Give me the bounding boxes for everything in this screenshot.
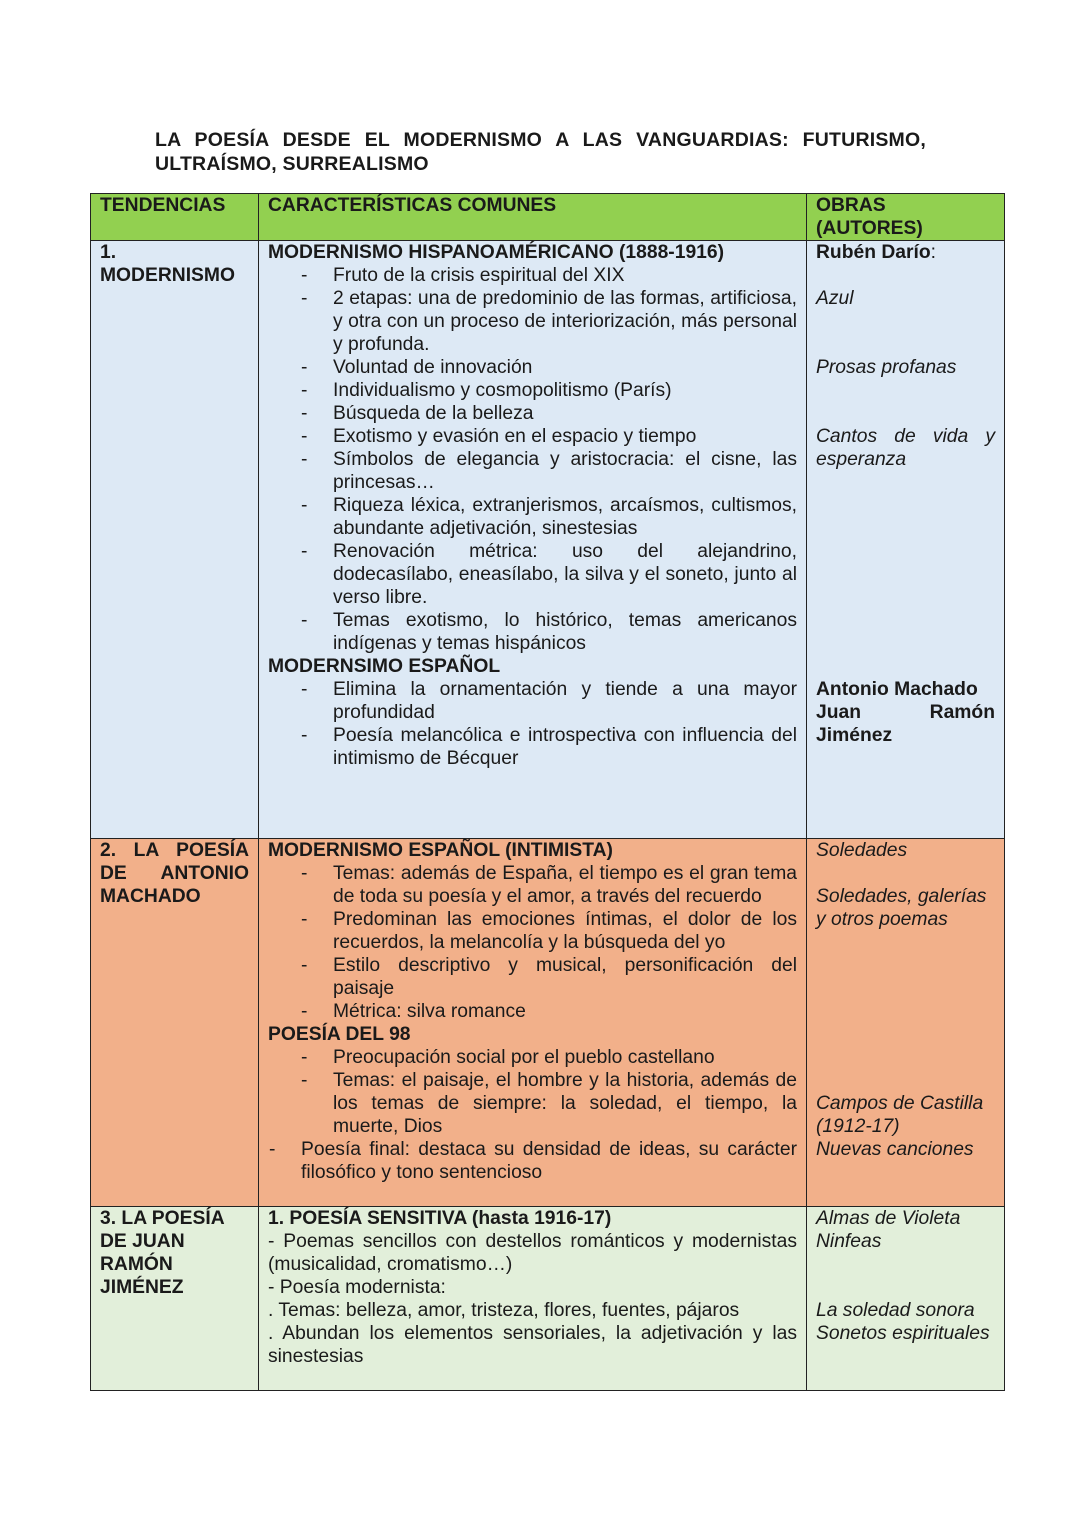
list-item: - Búsqueda de la belleza [333, 402, 797, 425]
section-heading: 1. POESÍA SENSITIVA (hasta 1916-17) [268, 1208, 612, 1229]
obras-cell [807, 839, 1005, 1207]
caracteristicas-cell [259, 1207, 807, 1391]
header-caracteristicas: CARACTERÍSTICAS COMUNES [259, 194, 807, 241]
author-name-part: Ramón [929, 702, 995, 723]
table-header-row [91, 194, 1005, 241]
work-title: Soledades, galerías y otros poemas [816, 886, 987, 930]
list-item: - Temas: además de España, el tiempo es el gran tema de toda su poesía y el amor, a través del recuerdo [333, 862, 797, 908]
caracteristicas-cell [259, 241, 807, 839]
list-item: - Símbolos de elegancia y aristocracia: el cisne, las princesas… [333, 448, 797, 494]
author-line [816, 241, 995, 264]
feature-list [268, 1138, 797, 1184]
author-name-line [816, 701, 995, 724]
list-item: - Predominan las emociones íntimas, el dolor de los recuerdos, la melancolía y la búsqueda del yo [333, 908, 797, 954]
work-title: Almas de Violeta [816, 1208, 961, 1229]
feature-list [268, 678, 797, 770]
table-row [91, 1207, 1005, 1391]
text-line: . Temas: belleza, amor, tristeza, flores, fuentes, pájaros [268, 1300, 740, 1321]
list-item: - Riqueza léxica, extranjerismos, arcaísmos, cultismos, abundante adjetivación, sinestesias [333, 494, 797, 540]
work-title: Cantos de vida y esperanza [816, 426, 995, 470]
list-item: - Poesía final: destaca su densidad de ideas, su carácter filosófico y tono sentencioso [301, 1138, 797, 1184]
obras-cell [807, 1207, 1005, 1391]
list-item: - Poesía melancólica e introspectiva con influencia del intimismo de Bécquer [333, 724, 797, 770]
list-item: - 2 etapas: una de predominio de las formas, artificiosa, y otra con un proceso de interiorización, más personal y profunda. [333, 287, 797, 356]
list-item: - Voluntad de innovación [333, 356, 797, 379]
literature-table [90, 193, 1005, 1391]
list-item: - Temas: el paisaje, el hombre y la historia, además de los temas de siempre: la soledad, el tiempo, la muerte, Dios [333, 1069, 797, 1138]
text-line: - Poesía modernista: [268, 1277, 446, 1298]
author-name: Antonio Machado [816, 679, 978, 700]
work-title: La soledad sonora [816, 1300, 975, 1321]
section-heading: POESÍA DEL 98 [268, 1024, 411, 1045]
list-item: - Fruto de la crisis espiritual del XIX [333, 264, 797, 287]
section-heading: MODERNISMO ESPAÑOL (INTIMISTA) [268, 840, 613, 861]
feature-list [268, 1046, 797, 1138]
author-name-part: Jiménez [816, 725, 893, 746]
tendencia-cell: 3. LA POESÍA DE JUAN RAMÓN JIMÉNEZ [91, 1207, 259, 1391]
author-name: Rubén Darío [816, 242, 931, 263]
list-item: - Preocupación social por el pueblo castellano [333, 1046, 797, 1069]
list-item: - Renovación métrica: uso del alejandrino, dodecasílabo, eneasílabo, la silva y el soneto, junto al verso libre. [333, 540, 797, 609]
work-title: Prosas profanas [816, 357, 957, 378]
tendencia-cell: 1. MODERNISMO [91, 241, 259, 839]
section-heading: MODERNSIMO ESPAÑOL [268, 656, 501, 677]
list-item: - Métrica: silva romance [333, 1000, 797, 1023]
list-item: - Temas exotismo, lo histórico, temas americanos indígenas y temas hispánicos [333, 609, 797, 655]
section-heading: MODERNISMO HISPANOAMÉRICANO (1888-1916) [268, 242, 725, 263]
work-title: Ninfeas [816, 1231, 882, 1252]
caracteristicas-cell [259, 839, 807, 1207]
work-title: Campos de Castilla (1912-17) [816, 1093, 984, 1137]
list-item: - Estilo descriptivo y musical, personificación del paisaje [333, 954, 797, 1000]
work-title: Sonetos espirituales [816, 1323, 990, 1344]
obras-cell [807, 241, 1005, 839]
table-row [91, 839, 1005, 1207]
feature-list [268, 862, 797, 1023]
author-name-part: Juan [816, 702, 862, 723]
tendencia-cell: 2. LA POESÍA DE ANTONIO MACHADO [91, 839, 259, 1207]
header-tendencias: TENDENCIAS [91, 194, 259, 241]
work-title: Azul [816, 288, 854, 309]
list-item: - Individualismo y cosmopolitismo (París) [333, 379, 797, 402]
table-row [91, 241, 1005, 839]
author-suffix: : [930, 242, 936, 263]
list-item: - Elimina la ornamentación y tiende a una mayor profundidad [333, 678, 797, 724]
work-title: Soledades [816, 840, 908, 861]
work-title: Nuevas canciones [816, 1139, 974, 1160]
feature-list [268, 264, 797, 655]
header-obras: OBRAS (AUTORES) [807, 194, 1005, 241]
list-item: - Exotismo y evasión en el espacio y tiempo [333, 425, 797, 448]
text-line: . Abundan los elementos sensoriales, la adjetivación y las sinestesias [268, 1323, 797, 1367]
text-line: - Poemas sencillos con destellos románticos y modernistas (musicalidad, cromatismo…) [268, 1231, 797, 1275]
page-title: LA POESÍA DESDE EL MODERNISMO A LAS VANGUARDIAS: FUTURISMO, ULTRAÍSMO, SURREALISMO [155, 129, 926, 175]
